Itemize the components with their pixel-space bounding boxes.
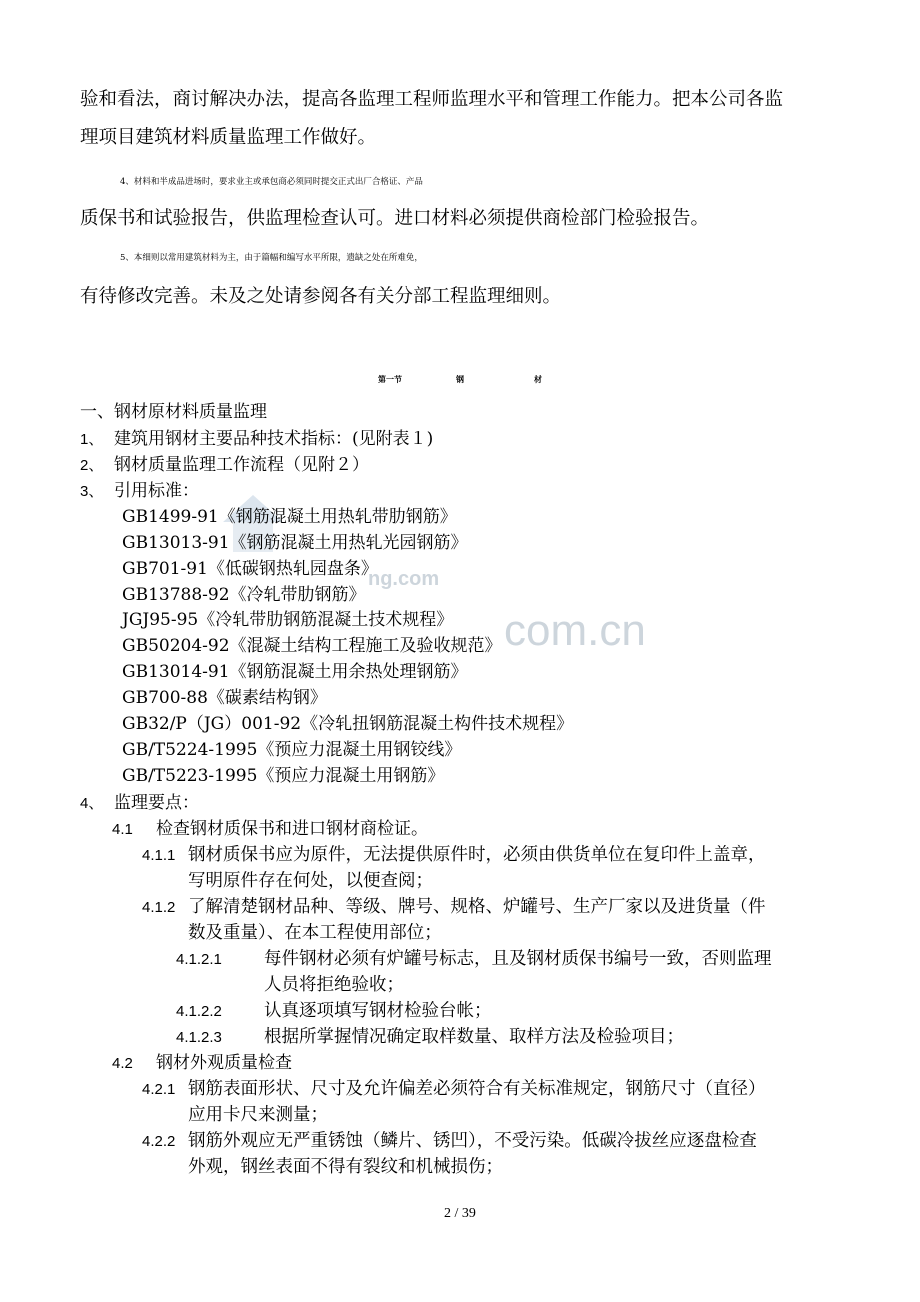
outline-item-text: 钢材质量监理工作流程（见附２） — [114, 455, 369, 475]
point-text: 钢筋表面形状、尺寸及允许偏差必须符合有关标准规定，钢筋尺寸（直径） — [188, 1079, 766, 1099]
point-text: 钢筋外观应无严重锈蚀（鳞片、锈凹），不受污染。低碳冷拔丝应逐盘检查 — [188, 1131, 757, 1151]
point-4-2-1-cont: 应用卡尺来测量； — [188, 1105, 328, 1125]
section-title — [0, 367, 920, 391]
point-4-2-2 — [142, 1129, 757, 1154]
standard-item: GB13013-91《钢筋混凝土用热轧光园钢筋》 — [122, 533, 468, 553]
standard-item: GB/T5223-1995《预应力混凝土用钢筋》 — [122, 766, 445, 786]
point-number: 4.2 — [112, 1055, 133, 1072]
point-text: 检查钢材质保书和进口钢材商检证。 — [156, 819, 428, 839]
point-4-2-1 — [142, 1077, 766, 1102]
point-number: 4.1.1 — [142, 847, 176, 864]
outline-item-3 — [80, 479, 199, 504]
paragraph-3-line-1: 5、本细则以常用建筑材料为主，由于篇幅和编写水平所限，遗缺之处在所难免， — [120, 253, 423, 263]
watermark-text-small: ng.com — [368, 568, 440, 590]
point-number: 4.1.2.1 — [176, 951, 222, 968]
outline-item-text: 引用标准： — [114, 481, 199, 501]
point-4-1-2 — [142, 895, 766, 920]
point-4-1-1-cont: 写明原件存在何处，以便查阅； — [188, 871, 433, 891]
point-number: 4.1.2.2 — [176, 1003, 222, 1020]
point-number: 4.2.1 — [142, 1081, 176, 1098]
paragraph-2-line-1: 4、材料和半成品进场时，要求业主或承包商必须同时提交正式出厂合格证、产品 — [120, 177, 423, 187]
outline-item-number: 3、 — [80, 483, 104, 500]
watermark-text-large: com.cn — [504, 606, 646, 655]
standard-item: GB32/P（JG）001-92《冷轧扭钢筋混凝土构件技术规程》 — [122, 714, 574, 734]
point-4-1-2-2 — [176, 999, 492, 1024]
standard-item: GB13788-92《冷轧带肋钢筋》 — [122, 585, 366, 605]
point-text: 了解清楚钢材品种、等级、牌号、规格、炉罐号、生产厂家以及进货量（件 — [188, 897, 766, 917]
paragraph-3-line-2: 有待修改完善。未及之处请参阅各有关分部工程监理细则。 — [80, 286, 562, 307]
point-text: 钢材外观质量检查 — [156, 1053, 292, 1073]
standard-item: GB700-88《碳素结构钢》 — [122, 688, 327, 708]
standard-item: JGJ95-95《冷轧带肋钢筋混凝土技术规程》 — [122, 610, 454, 630]
paragraph-1-line-2: 理项目建筑材料质量监理工作做好。 — [80, 127, 377, 148]
section-title-char-1: 钢 — [456, 374, 464, 384]
outline-item-text: 建筑用钢材主要品种技术指标：(见附表１) — [114, 429, 434, 449]
outline-item-number: 2、 — [80, 457, 104, 474]
paragraph-1-line-1 — [80, 88, 842, 112]
standard-item: GB701-91《低碳钢热轧园盘条》 — [122, 559, 378, 579]
point-4-1-2-3 — [176, 1025, 684, 1050]
point-text: 每件钢材必须有炉罐号标志，且及钢材质保书编号一致，否则监理 — [264, 949, 772, 969]
outline-item-4 — [80, 791, 199, 816]
paragraph-text: 验和看法，商讨解决办法，提高各监理工程师监理水平和管理工作能力。把本公司各监 — [80, 89, 784, 110]
point-4-1-2-1 — [176, 947, 772, 972]
point-text: 钢材质保书应为原件，无法提供原件时，必须由供货单位在复印件上盖章， — [188, 845, 766, 865]
point-4-1-2-cont: 数及重量）、在本工程使用部位； — [188, 923, 442, 943]
point-4-1-2-1-cont: 人员将拒绝验收； — [264, 975, 404, 995]
standard-item: GB50204-92《混凝土结构工程施工及验收规范》 — [122, 636, 502, 656]
standard-item: GB13014-91《钢筋混凝土用余热处理钢筋》 — [122, 662, 468, 682]
point-text: 根据所掌握情况确定取样数量、取样方法及检验项目； — [264, 1027, 684, 1047]
point-number: 4.1.2.3 — [176, 1029, 222, 1046]
point-4-2-2-cont: 外观，钢丝表面不得有裂纹和机械损伤； — [188, 1157, 503, 1177]
outline-item-number: 1、 — [80, 431, 104, 448]
outline-item-2 — [80, 453, 369, 478]
point-4-1 — [112, 817, 428, 842]
point-4-1-1 — [142, 843, 766, 868]
point-4-2 — [112, 1051, 292, 1076]
standard-item: GB1499-91《钢筋混凝土用热轧带肋钢筋》 — [122, 507, 457, 527]
page-number: 2 / 39 — [444, 1206, 476, 1221]
outline-item-1 — [80, 427, 433, 452]
section-title-char-2: 材 — [534, 374, 542, 384]
outline-heading: 一、钢材原材料质量监理 — [80, 402, 267, 422]
outline-item-text: 监理要点： — [114, 793, 199, 813]
standard-item: GB/T5224-1995《预应力混凝土用钢铰线》 — [122, 740, 462, 760]
outline-item-number: 4、 — [80, 795, 104, 812]
paragraph-2-line-2: 质保书和试验报告，供监理检查认可。进口材料必须提供商检部门检验报告。 — [80, 208, 710, 229]
point-number: 4.2.2 — [142, 1133, 176, 1150]
section-title-number: 第一节 — [378, 374, 402, 384]
point-number: 4.1 — [112, 821, 133, 838]
point-number: 4.1.2 — [142, 899, 176, 916]
point-text: 认真逐项填写钢材检验台帐； — [264, 1001, 492, 1021]
